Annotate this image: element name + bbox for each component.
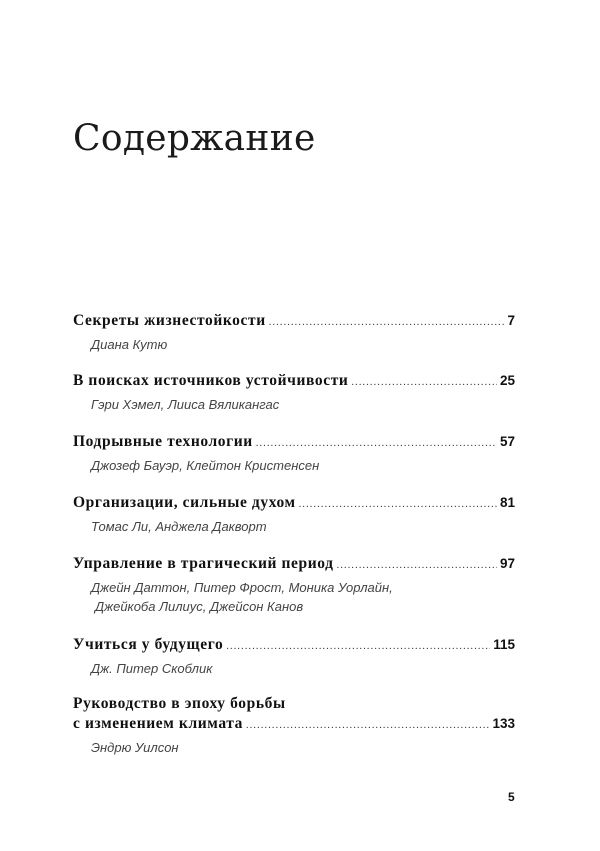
- entry-page-number: 133: [492, 716, 515, 731]
- toc-entry[interactable]: [73, 636, 515, 678]
- entry-authors: Томас Ли, Анджела Дакворт: [91, 519, 267, 534]
- entry-title: Организации, сильные духом: [73, 494, 296, 511]
- dot-leader: [246, 720, 489, 731]
- dot-leader: [351, 377, 497, 388]
- page-title: Содержание: [73, 118, 316, 159]
- dot-leader: [226, 641, 490, 652]
- toc-entry[interactable]: [73, 312, 515, 354]
- toc-entry[interactable]: [73, 494, 515, 536]
- dot-leader: [269, 317, 505, 328]
- toc-entry[interactable]: [73, 433, 515, 475]
- page-number: 5: [508, 790, 515, 804]
- toc-entry[interactable]: [73, 555, 515, 616]
- dot-leader: [299, 499, 497, 510]
- entry-page-number: 97: [499, 556, 515, 571]
- entry-authors: Джозеф Бауэр, Клейтон Кристенсен: [91, 458, 320, 473]
- entry-authors: Эндрю Уилсон: [91, 740, 179, 755]
- toc-entry[interactable]: [73, 695, 515, 757]
- entry-page-number: 115: [493, 637, 515, 652]
- entry-authors: Дж. Питер Скоблик: [91, 661, 213, 676]
- dot-leader: [337, 560, 497, 571]
- entry-authors: Джейн Даттон, Питер Фрост, Моника Уорлайн,: [91, 580, 393, 595]
- entry-page-number: 25: [499, 373, 515, 388]
- entry-title-line-1: Руководство в эпоху борьбы: [73, 695, 286, 712]
- entry-authors: Диана Кутю: [91, 337, 168, 352]
- toc-entry[interactable]: [73, 372, 515, 414]
- entry-title: Подрывные технологии: [73, 433, 253, 450]
- entry-page-number: 7: [507, 313, 515, 328]
- entry-title: Учиться у будущего: [73, 636, 224, 653]
- entry-title-line-2: с изменением климата: [73, 715, 244, 732]
- entry-page-number: 57: [499, 434, 515, 449]
- entry-title: В поисках источников устойчивости: [73, 372, 349, 389]
- entry-page-number: 81: [499, 495, 515, 510]
- entry-authors-continued: Джейкоба Лилиус, Джейсон Канов: [95, 599, 304, 614]
- entry-authors: Гэри Хэмел, Лииса Вяликангас: [91, 397, 280, 412]
- dot-leader: [256, 438, 497, 449]
- entry-title: Секреты жизнестойкости: [73, 312, 266, 329]
- entry-title: Управление в трагический период: [73, 555, 334, 572]
